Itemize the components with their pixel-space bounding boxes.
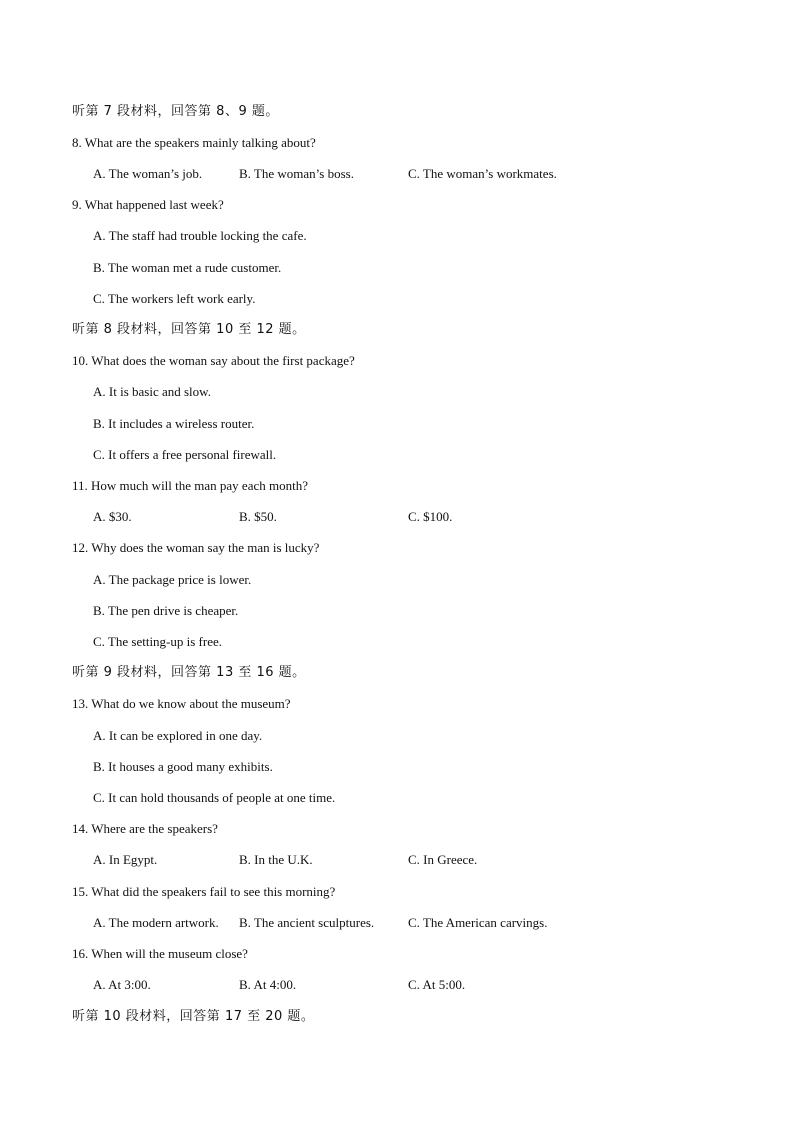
question-12-option-a: A. The package price is lower.	[93, 572, 252, 587]
question-16-option-a: A. At 3:00.	[93, 977, 151, 992]
question-8-option-c: C. The woman’s workmates.	[408, 166, 557, 181]
question-10-option-c: C. It offers a free personal firewall.	[93, 447, 277, 462]
question-9-option-a: A. The staff had trouble locking the cafe.	[93, 228, 307, 243]
section-heading-8: 听第 8 段材料，回答第 10 至 12 题。	[72, 322, 306, 337]
question-11-option-b: B. $50.	[239, 509, 277, 524]
question-16: 16. When will the museum close?	[72, 946, 248, 961]
question-8: 8. What are the speakers mainly talking about?	[72, 135, 316, 150]
question-10: 10. What does the woman say about the first package?	[72, 353, 355, 368]
question-13: 13. What do we know about the museum?	[72, 696, 291, 711]
question-16-option-c: C. At 5:00.	[408, 977, 466, 992]
question-12-option-b: B. The pen drive is cheaper.	[93, 603, 239, 618]
question-13-option-c: C. It can hold thousands of people at one time.	[93, 790, 336, 805]
question-9-option-b: B. The woman met a rude customer.	[93, 260, 282, 275]
question-15-option-c: C. The American carvings.	[408, 915, 548, 930]
question-15-option-a: A. The modern artwork.	[93, 915, 219, 930]
question-12: 12. Why does the woman say the man is lucky?	[72, 540, 320, 555]
question-11-option-c: C. $100.	[408, 509, 453, 524]
question-12-option-c: C. The setting-up is free.	[93, 634, 223, 649]
question-11: 11. How much will the man pay each month?	[72, 478, 308, 493]
question-14-option-a: A. In Egypt.	[93, 852, 158, 867]
question-15-option-b: B. The ancient sculptures.	[239, 915, 375, 930]
question-9: 9. What happened last week?	[72, 197, 224, 212]
question-13-option-a: A. It can be explored in one day.	[93, 728, 263, 743]
question-10-option-a: A. It is basic and slow.	[93, 384, 211, 399]
section-heading-10: 听第 10 段材料，回答第 17 至 20 题。	[72, 1009, 315, 1024]
question-11-option-a: A. $30.	[93, 509, 132, 524]
question-8-option-b: B. The woman’s boss.	[239, 166, 354, 181]
question-9-option-c: C. The workers left work early.	[93, 291, 256, 306]
question-15: 15. What did the speakers fail to see this morning?	[72, 884, 336, 899]
question-10-option-b: B. It includes a wireless router.	[93, 416, 255, 431]
question-13-option-b: B. It houses a good many exhibits.	[93, 759, 273, 774]
section-heading-9: 听第 9 段材料，回答第 13 至 16 题。	[72, 665, 306, 680]
section-heading-7: 听第 7 段材料，回答第 8、9 题。	[72, 104, 279, 119]
question-16-option-b: B. At 4:00.	[239, 977, 297, 992]
question-8-option-a: A. The woman’s job.	[93, 166, 203, 181]
question-14-option-b: B. In the U.K.	[239, 852, 313, 867]
question-14-option-c: C. In Greece.	[408, 852, 478, 867]
question-14: 14. Where are the speakers?	[72, 821, 218, 836]
